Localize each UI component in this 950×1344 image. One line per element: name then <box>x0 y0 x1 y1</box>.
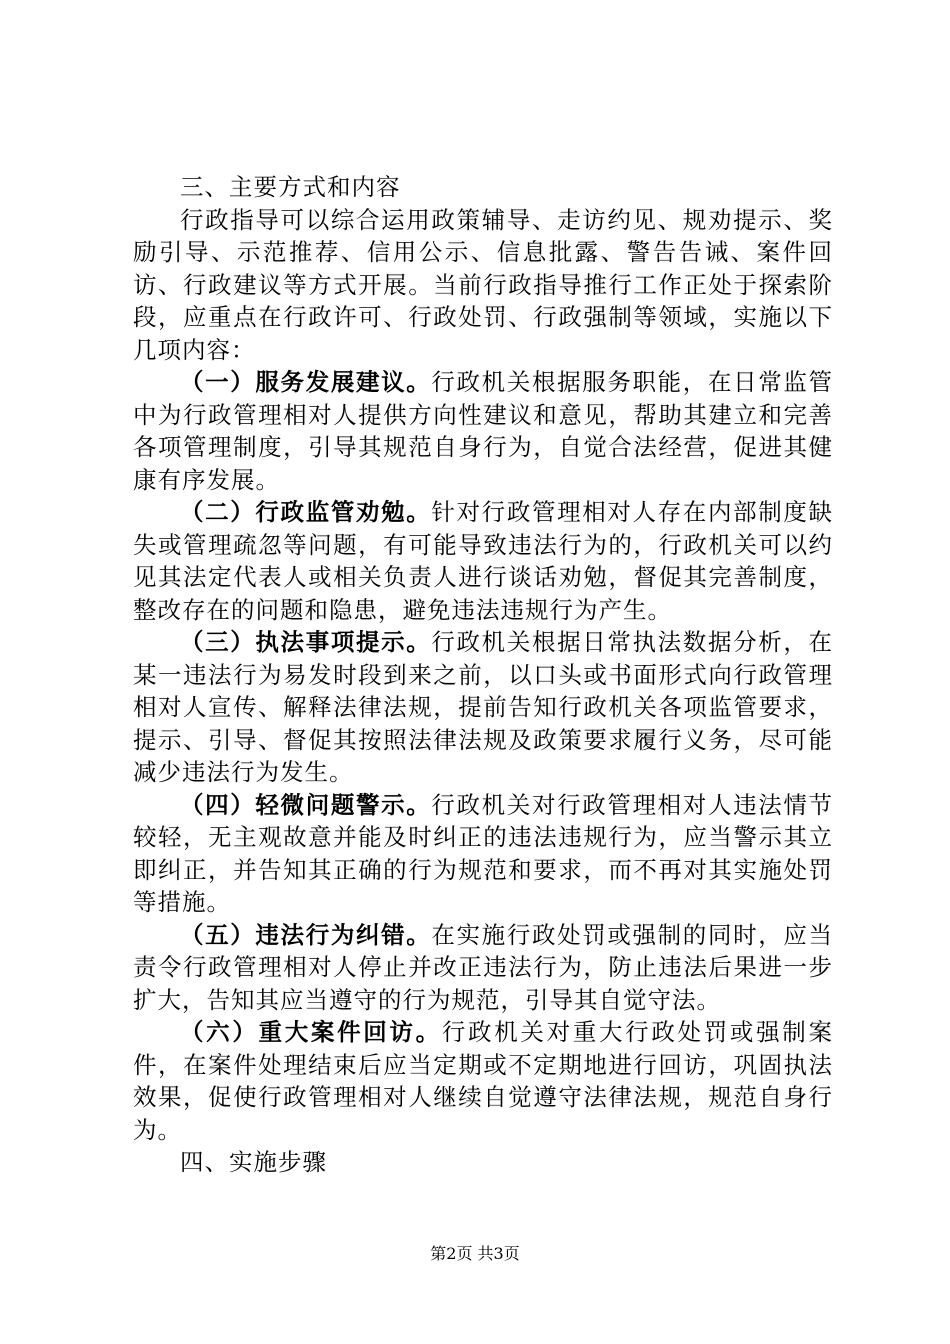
list-item-5 <box>133 919 833 1017</box>
item-title: （四）轻微问题警示。 <box>180 790 432 819</box>
item-title: （五）违法行为纠错。 <box>180 920 432 949</box>
list-item-3 <box>133 626 833 789</box>
document-body <box>133 171 833 1179</box>
item-text: 行政机关对行政管理相对人违法情节较轻，无主观故意并能及时纠正的违法违规行为，应当警示其立即纠正，并告知其正确的行为规范和要求，而不再对其实施处罚等措施。 <box>133 790 834 916</box>
item-title: （二）行政监管劝勉。 <box>180 498 432 526</box>
list-item-6 <box>133 1016 833 1146</box>
list-item-1 <box>133 366 833 496</box>
item-text: 行政机关根据服务职能，在日常监管中为行政管理相对人提供方向性建议和意见，帮助其建立和完善各项管理制度，引导其规范自身行为，自觉合法经营，促进其健康有序发展。 <box>133 368 834 494</box>
item-text: 针对行政管理相对人存在内部制度缺失或管理疏忽等问题，有可能导致违法行为的，行政机关可以约见其法定代表人或相关负责人进行谈话劝勉，督促其完善制度，整改存在的问题和隐患，避免违法违规行为产生。 <box>133 498 834 624</box>
item-title: （三）执法事项提示。 <box>180 628 432 656</box>
section-heading-4: 四、实施步骤 <box>180 1148 327 1176</box>
list-item-2 <box>133 496 833 626</box>
section-heading-3: 三、主要方式和内容 <box>180 173 401 201</box>
list-item-4 <box>133 789 833 919</box>
page-footer: 第2页 共3页 <box>430 1244 520 1263</box>
item-text: 在实施行政处罚或强制的同时，应当责令行政管理相对人停止并改正违法行为，防止违法后果进一步扩大，告知其应当遵守的行为规范，引导其自觉守法。 <box>133 920 834 1014</box>
item-title: （一）服务发展建议。 <box>180 368 432 396</box>
item-text: 行政机关根据日常执法数据分析，在某一违法行为易发时段到来之前，以口头或书面形式向行政管理相对人宣传、解释法律法规，提前告知行政机关各项监管要求，提示、引导、督促其按照法律法规及政策要求履行义务，尽可能减少违法行为发生。 <box>133 628 834 786</box>
item-title: （六）重大案件回访。 <box>180 1018 442 1046</box>
item-text: 行政机关对重大行政处罚或强制案件，在案件处理结束后应当定期或不定期地进行回访，巩固执法效果，促使行政管理相对人继续自觉遵守法律法规，规范自身行为。 <box>133 1018 833 1144</box>
section-intro-paragraph: 行政指导可以综合运用政策辅导、走访约见、规劝提示、奖励引导、示范推荐、信用公示、信息批露、警告告诫、案件回访、行政建议等方式开展。当前行政指导推行工作正处于探索阶段，应重点在行政许可、行政处罚、行政强制等领域，实施以下几项内容： <box>133 205 833 364</box>
